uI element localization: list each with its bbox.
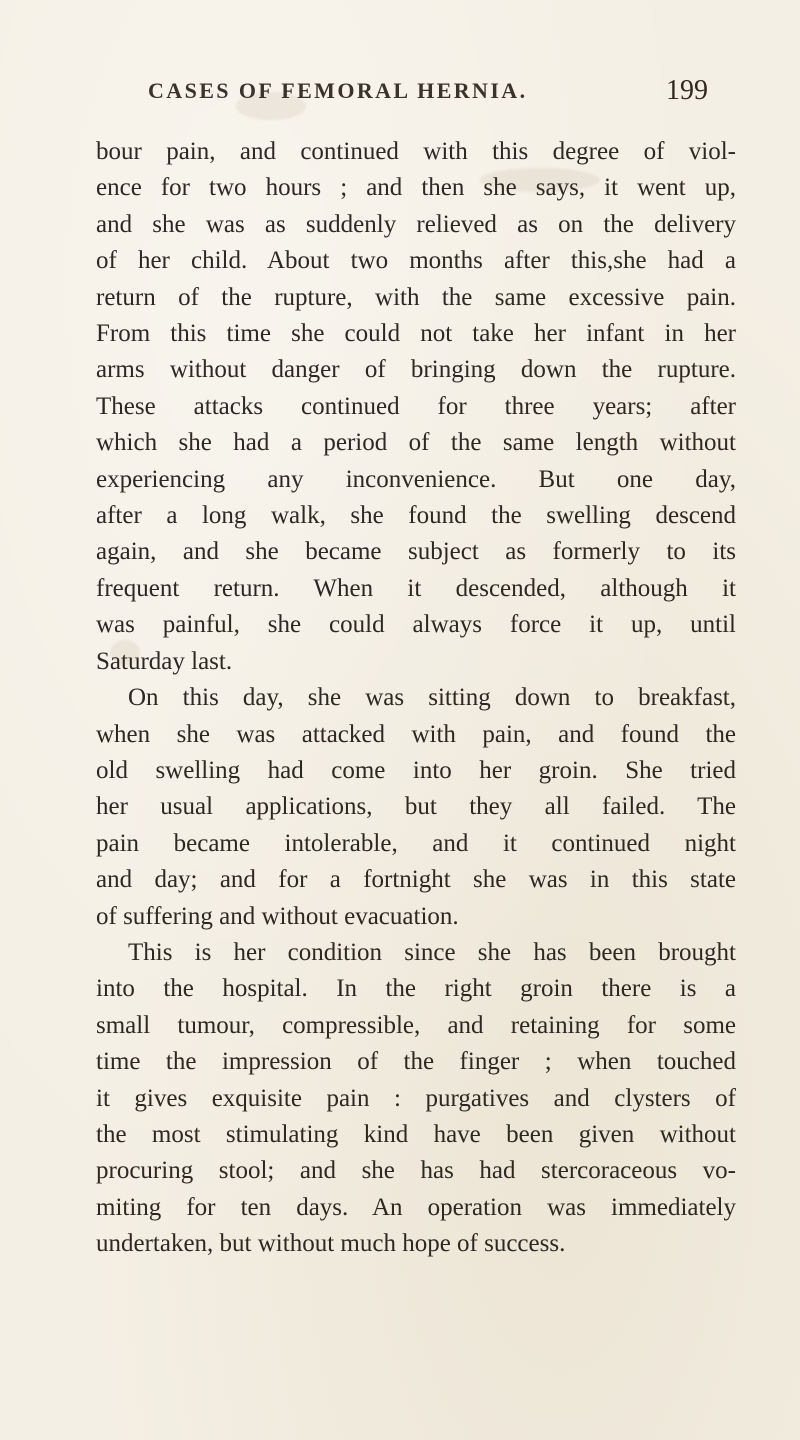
- paragraph-1: [96, 134, 736, 680]
- text-line: old swelling had come into her groin. She tried: [96, 756, 736, 784]
- text-line: small tumour, compressible, and retaining for some: [96, 1011, 736, 1039]
- text-line: time the impression of the finger ; when touched: [96, 1048, 736, 1076]
- text-line: bour pain, and continued with this degree of viol-: [96, 138, 736, 165]
- body-text: [96, 134, 736, 1263]
- text-line: frequent return. When it descended, although it: [96, 574, 736, 602]
- text-line: On this day, she was sitting down to breakfast,: [128, 684, 736, 712]
- text-line: ence for two hours ; and then she says, it went up,: [96, 174, 736, 202]
- text-line: of suffering and without evacuation.: [96, 902, 459, 930]
- text-line: procuring stool; and she has had stercoraceous vo-: [96, 1157, 736, 1185]
- text-line: return of the rupture, with the same excessive pain.: [96, 283, 736, 311]
- page-number: 199: [666, 75, 708, 106]
- text-line: was painful, she could always force it up, until: [96, 611, 736, 639]
- paragraph-3: [96, 935, 736, 1263]
- text-line: into the hospital. In the right groin there is a: [96, 975, 736, 1003]
- paragraph-2: [96, 680, 736, 935]
- text-line: These attacks continued for three years; after: [96, 392, 736, 420]
- text-line: and day; and for a fortnight she was in this state: [96, 866, 736, 894]
- running-head: [148, 75, 708, 114]
- text-line: miting for ten days. An operation was immediately: [96, 1193, 736, 1221]
- text-line: From this time she could not take her infant in her: [96, 320, 736, 348]
- text-line: which she had a period of the same length without: [96, 429, 736, 457]
- text-line: This is her condition since she has been brought: [128, 938, 736, 966]
- text-line: it gives exquisite pain : purgatives and clysters of: [96, 1084, 736, 1112]
- text-line: when she was attacked with pain, and found the: [96, 720, 736, 748]
- text-line: arms without danger of bringing down the rupture.: [96, 356, 736, 384]
- text-line: after a long walk, she found the swelling descend: [96, 502, 736, 530]
- text-line: pain became intolerable, and it continued night: [96, 829, 736, 857]
- text-line: Saturday last.: [96, 647, 233, 675]
- text-line: again, and she became subject as formerly to its: [96, 538, 736, 566]
- text-line: undertaken, but without much hope of success.: [96, 1230, 566, 1258]
- text-line: her usual applications, but they all failed. The: [96, 793, 736, 821]
- text-line: and she was as suddenly relieved as on the delivery: [96, 210, 736, 238]
- running-title: CASES OF FEMORAL HERNIA.: [148, 78, 528, 103]
- text-line: of her child. About two months after this,she had a: [96, 247, 736, 275]
- text-line: the most stimulating kind have been given without: [96, 1120, 736, 1148]
- text-line: experiencing any inconvenience. But one day,: [96, 465, 736, 493]
